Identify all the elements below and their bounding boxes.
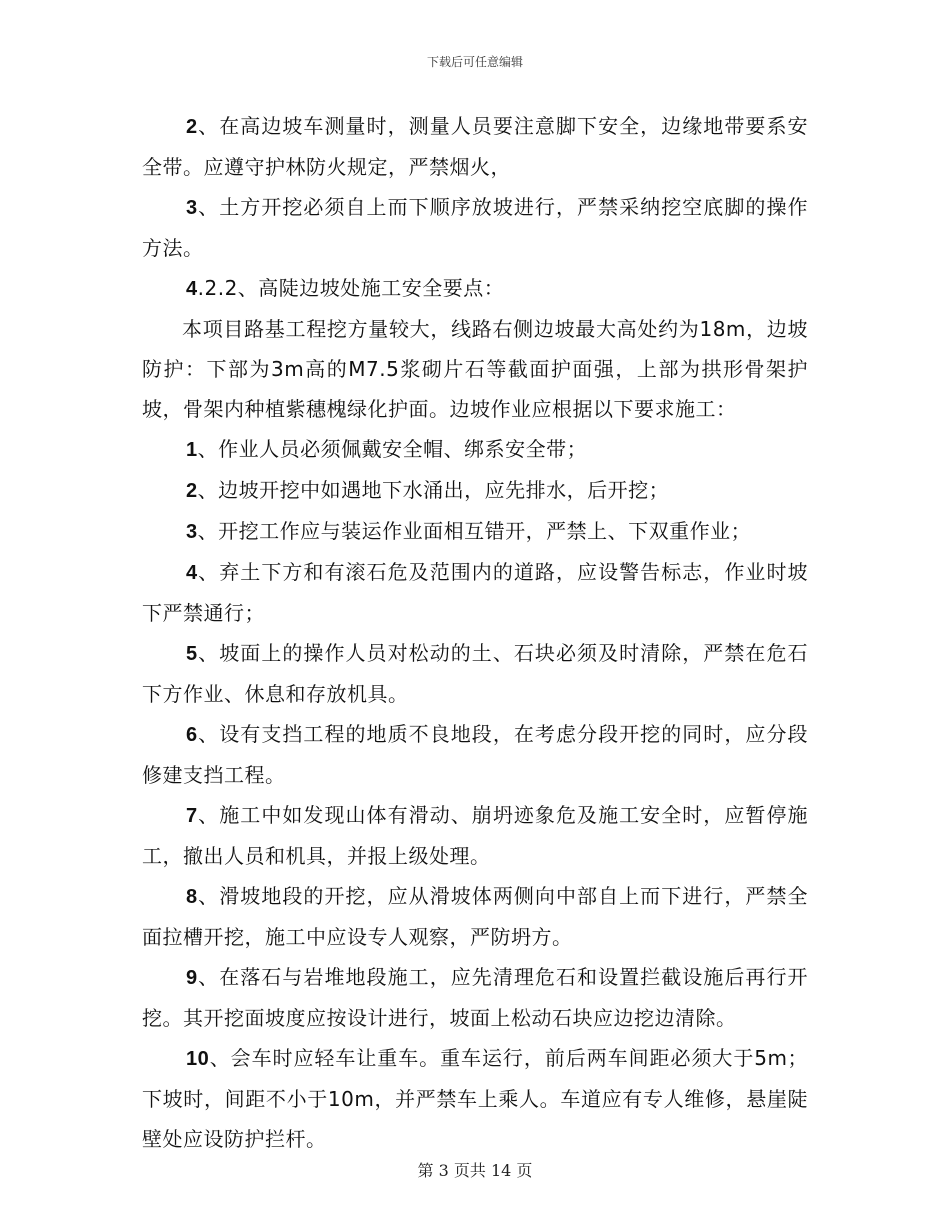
item-number: 7 [186, 805, 198, 827]
intro-paragraph: 本项目路基工程挖方量较大，线路右侧边坡最大高处约为18m，边坡防护：下部为3m高的M7.5浆砌片石等截面护面强，上部为拱形骨架护坡，骨架内种植紫穗槐绿化护面。边坡作业应根据以下要求施工： [142, 317, 808, 421]
item-number: 1 [186, 439, 198, 461]
item-text: 、弃土下方和有滚石危及范围内的道路，应设警告标志，作业时坡下严禁通行； [142, 560, 808, 625]
item-text: 、坡面上的操作人员对松动的土、石块必须及时清除，严禁在危石下方作业、休息和存放机具。 [142, 641, 808, 706]
list-item-8 [142, 876, 808, 957]
list-item-4 [142, 552, 808, 633]
item-text: 、开挖工作应与装运作业面相互错开，严禁上、下双重作业； [197, 519, 752, 543]
item-number: 5 [186, 643, 198, 665]
item-number: 3 [186, 521, 198, 543]
section-heading [142, 268, 808, 309]
item-number: 4 [186, 562, 198, 584]
list-item-7 [142, 795, 808, 876]
item-text: 、土方开挖必须自上而下顺序放坡进行，严禁采纳挖空底脚的操作方法。 [142, 195, 808, 260]
list-item-1 [142, 429, 808, 470]
item-text: 、在高边坡车测量时，测量人员要注意脚下安全，边缘地带要系安全带。应遵守护林防火规定，严禁烟火， [142, 114, 808, 179]
item-number: 2 [186, 116, 198, 138]
list-item-10 [142, 1038, 808, 1159]
item-number: 3 [186, 197, 198, 219]
item-number: 9 [186, 967, 198, 989]
item-text: 、作业人员必须佩戴安全帽、绑系安全带； [197, 437, 588, 461]
item-text: 、会车时应轻车让重车。重车运行，前后两车间距必须大于5m；下坡时，间距不小于10m，并严禁车上乘人。车道应有专人维修，悬崖陡壁处应设防护拦杆。 [142, 1046, 808, 1151]
item-number: 2 [186, 480, 198, 502]
item-number: 10 [186, 1048, 210, 1070]
item-text: 、施工中如发现山体有滑动、崩坍迹象危及施工安全时，应暂停施工，撤出人员和机具，并报上级处理。 [142, 803, 808, 868]
item-text: 、设有支挡工程的地质不良地段，在考虑分段开挖的同时，应分段修建支挡工程。 [142, 722, 808, 787]
item-text: 、滑坡地段的开挖，应从滑坡体两侧向中部自上而下进行，严禁全面拉槽开挖，施工中应设专人观察，严防坍方。 [142, 884, 808, 949]
list-item-6 [142, 714, 808, 795]
page-footer: 第 3 页共 14 页 [417, 1161, 533, 1180]
paragraph-item-2 [142, 106, 808, 187]
item-number: 8 [186, 886, 198, 908]
section-number: 4 [186, 278, 198, 300]
document-body [142, 106, 808, 1159]
list-item-3 [142, 511, 808, 552]
section-title: .2.2、高陡边坡处施工安全要点： [197, 276, 505, 300]
item-text: 、边坡开挖中如遇地下水涌出，应先排水，后开挖； [197, 478, 670, 502]
list-item-9 [142, 957, 808, 1038]
list-item-5 [142, 633, 808, 714]
item-text: 、在落石与岩堆地段施工，应先清理危石和设置拦截设施后再行开挖。其开挖面坡度应按设计进行，坡面上松动石块应边挖边清除。 [142, 965, 808, 1030]
paragraph-item-3 [142, 187, 808, 268]
page-header: 下载后可任意编辑 [426, 55, 523, 69]
item-number: 6 [186, 724, 198, 746]
list-item-2 [142, 470, 808, 511]
